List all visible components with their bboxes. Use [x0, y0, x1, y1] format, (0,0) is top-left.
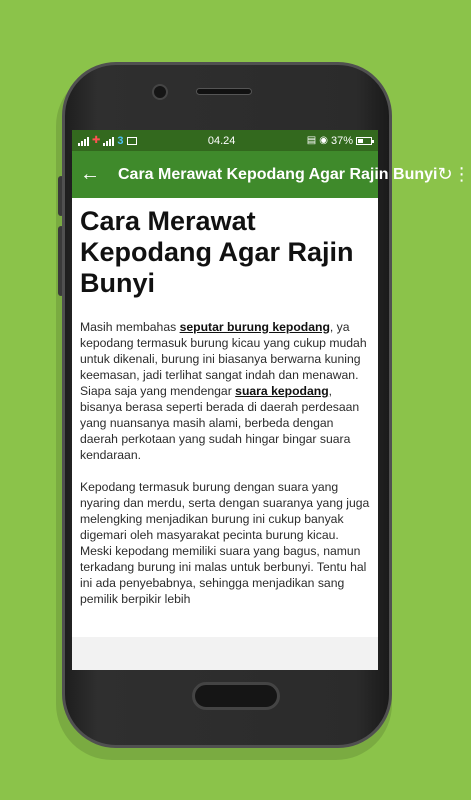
phone-screen	[72, 130, 471, 670]
back-arrow-icon[interactable]: ←	[80, 163, 100, 185]
home-button[interactable]	[192, 682, 280, 710]
earpiece-speaker	[196, 88, 252, 95]
article-paragraph-1	[80, 319, 370, 463]
status-left	[78, 135, 137, 147]
refresh-icon[interactable]: ↻	[437, 164, 453, 184]
article-content[interactable]	[72, 198, 378, 637]
signal-icon	[78, 136, 89, 146]
image-icon	[127, 137, 137, 145]
three-app-icon: 3	[117, 134, 124, 147]
eye-icon: ◉	[319, 135, 328, 146]
status-time: 04.24	[207, 134, 236, 147]
bottom-area	[72, 637, 378, 670]
article-paragraph-2: Kepodang termasuk burung dengan suara yang nyaring dan merdu, serta dengan suaranya yang juga melengking menjadikan burung ini cukup banyak digemari oleh masyarakat pecinta burung kicau. Meski kepodang memiliki suara yang bagus, namun terkadang burung ini malas untuk berbunyi. Tentu hal ini ada penyebabnya, sehingga menjadikan sang pemilik berpikir lebih	[80, 480, 370, 606]
status-right	[307, 135, 372, 147]
app-toolbar	[72, 151, 471, 198]
link-suara-kepodang[interactable]: suara kepodang	[235, 384, 329, 398]
battery-percent: 37%	[330, 134, 353, 147]
more-vertical-icon[interactable]: ⋮	[452, 164, 471, 184]
front-camera	[152, 84, 168, 100]
signal-icon-2	[103, 136, 114, 146]
paragraph-text: , ya kepodang termasuk burung kicau yang cukup mudah untuk dikenali, burung ini biasanya berwarna kuning keemasan, jadi terlihat sangat indah dan menawan. Siapa saja yang mendengar	[80, 320, 367, 398]
toolbar-title: Cara Merawat Kepodang Agar Rajin Bunyi	[118, 165, 438, 183]
sim-icon: ▤	[306, 135, 317, 146]
paragraph-text: Masih membahas	[80, 320, 180, 334]
status-bar	[72, 130, 378, 151]
link-seputar-burung-kepodang[interactable]: seputar burung kepodang	[179, 320, 330, 334]
paragraph-text: , bisanya berasa seperti berada di daerah perdesaan yang nuansanya masih alami, berbeda dengan daerah perkotaan yang sudah hingar bingar suara kendaraan.	[80, 384, 360, 462]
battery-icon	[356, 137, 372, 145]
article-title: Cara Merawat Kepodang Agar Rajin Bunyi	[80, 206, 354, 298]
notification-icon: ✚	[92, 135, 101, 146]
